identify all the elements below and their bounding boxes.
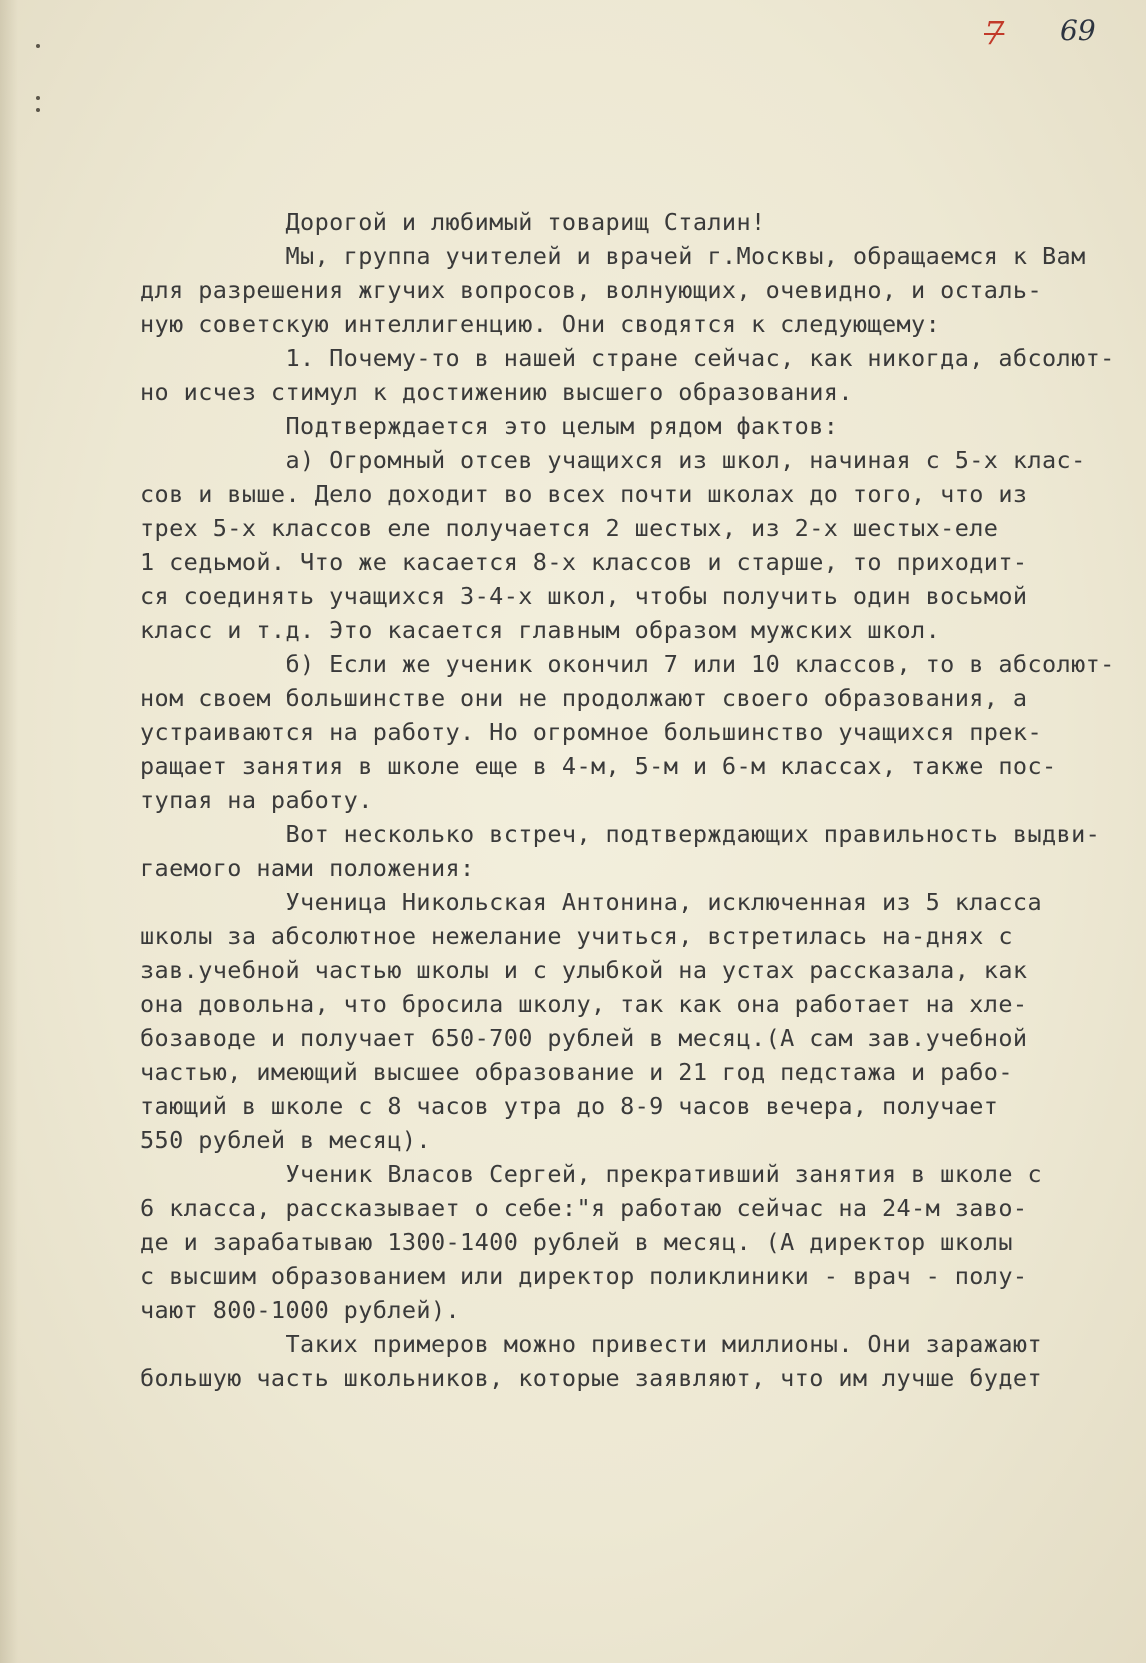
text-line: устраиваются на работу. Но огромное большинство учащихся прек- <box>140 718 1042 746</box>
text-line: большую часть школьников, которые заявляют, что им лучше будет <box>140 1364 1042 1392</box>
text-line: для разрешения жгучих вопросов, волнующих, очевидно, и осталь- <box>140 276 1042 304</box>
text-line: но исчез стимул к достижению высшего образования. <box>140 378 853 406</box>
text-line: б) Если же ученик окончил 7 или 10 классов, то в абсолют- <box>140 650 1115 678</box>
text-line: Подтверждается это целым рядом фактов: <box>140 412 839 440</box>
text-line: школы за абсолютное нежелание учиться, встретилась на-днях с <box>140 922 1013 950</box>
text-line: сов и выше. Дело доходит во всех почти школах до того, что из <box>140 480 1028 508</box>
crossed-folio-number: 7 <box>984 14 1005 52</box>
text-line: чают 800-1000 рублей). <box>140 1296 461 1324</box>
text-line: Таких примеров можно привести миллионы. Они заражают <box>140 1330 1042 1358</box>
text-line: де и зарабатываю 1300-1400 рублей в месяц. (А директор школы <box>140 1228 1013 1256</box>
text-line: ном своем большинстве они не продолжают своего образования, а <box>140 684 1028 712</box>
text-line: ращает занятия в школе еще в 4-м, 5-м и 6-м классах, также пос- <box>140 752 1057 780</box>
text-line: а) Огромный отсев учащихся из школ, начиная с 5-х клас- <box>140 446 1086 474</box>
text-line: ную советскую интеллигенцию. Они сводятся к следующему: <box>140 310 941 338</box>
text-line: Дорогой и любимый товарищ Сталин! <box>140 208 766 236</box>
page-edge-shadow <box>0 0 18 1663</box>
text-line: 1. Почему-то в нашей стране сейчас, как никогда, абсолют- <box>140 344 1115 372</box>
text-line: Мы, группа учителей и врачей г.Москвы, обращаемся к Вам <box>140 242 1086 270</box>
text-line: частью, имеющий высшее образование и 21 год педстажа и рабо- <box>140 1058 1013 1086</box>
text-line: тупая на работу. <box>140 786 373 814</box>
text-line: 6 класса, рассказывает о себе:"я работаю сейчас на 24-м заво- <box>140 1194 1028 1222</box>
text-line: Ученик Власов Сергей, прекративший занятия в школе с <box>140 1160 1042 1188</box>
binding-hole <box>36 44 40 48</box>
text-line: тающий в школе с 8 часов утра до 8-9 часов вечера, получает <box>140 1092 999 1120</box>
text-line: Вот несколько встреч, подтверждающих правильность выдви- <box>140 820 1101 848</box>
text-line: бозаводе и получает 650-700 рублей в месяц.(А сам зав.учебной <box>140 1024 1028 1052</box>
text-line: Ученица Никольская Антонина, исключенная из 5 класса <box>140 888 1042 916</box>
text-line: ся соединять учащихся 3-4-х школ, чтобы получить один восьмой <box>140 582 1028 610</box>
text-line: 1 седьмой. Что же касается 8-х классов и старше, то приходит- <box>140 548 1028 576</box>
text-line: зав.учебной частью школы и с улыбкой на устах рассказала, как <box>140 956 1028 984</box>
folio-number: 69 <box>1060 14 1096 47</box>
text-line: с высшим образованием или директор поликлиники - врач - полу- <box>140 1262 1028 1290</box>
text-line: класс и т.д. Это касается главным образом мужских школ. <box>140 616 941 644</box>
text-line: трех 5-х классов еле получается 2 шестых, из 2-х шестых-еле <box>140 514 999 542</box>
text-line: гаемого нами положения: <box>140 854 475 882</box>
typed-letter-text <box>140 205 1140 1395</box>
text-line: 550 рублей в месяц). <box>140 1126 431 1154</box>
binding-hole <box>36 96 40 100</box>
text-line: она довольна, что бросила школу, так как она работает на хле- <box>140 990 1028 1018</box>
binding-hole <box>36 108 40 112</box>
